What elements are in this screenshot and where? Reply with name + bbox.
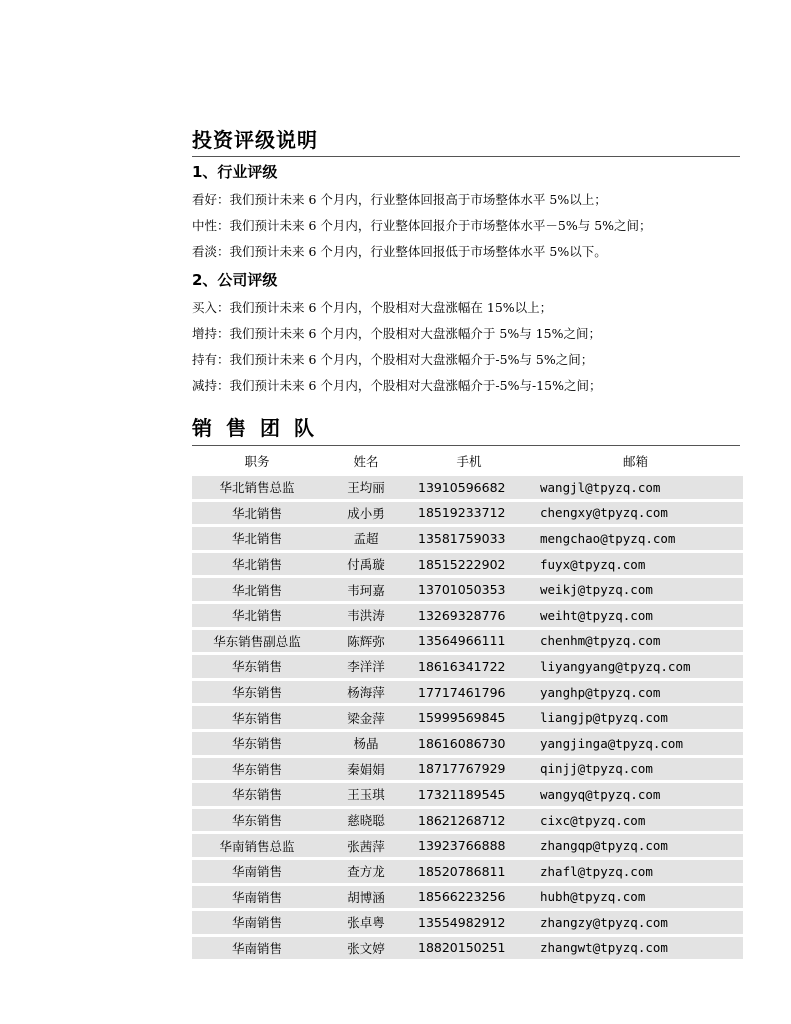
cell-name: 梁金萍 bbox=[322, 706, 410, 729]
table-row bbox=[192, 527, 743, 550]
cell-phone: 13701050353 bbox=[410, 578, 528, 601]
table-row bbox=[192, 604, 743, 627]
table-row bbox=[192, 578, 743, 601]
cell-phone: 18519233712 bbox=[410, 502, 528, 525]
cell-email: fuyx@tpyzq.com bbox=[528, 553, 743, 576]
cell-phone: 18820150251 bbox=[410, 937, 528, 960]
cell-phone: 18515222902 bbox=[410, 553, 528, 576]
cell-phone: 13554982912 bbox=[410, 911, 528, 934]
cell-phone: 18717767929 bbox=[410, 758, 528, 781]
cell-role: 华北销售总监 bbox=[192, 476, 322, 499]
cell-role: 华北销售 bbox=[192, 604, 322, 627]
cell-name: 成小勇 bbox=[322, 502, 410, 525]
cell-name: 杨晶 bbox=[322, 732, 410, 755]
cell-phone: 18566223256 bbox=[410, 886, 528, 909]
sales-team-title: 销售团队 bbox=[192, 411, 740, 446]
cell-email: hubh@tpyzq.com bbox=[528, 886, 743, 909]
table-header-row bbox=[192, 449, 743, 473]
cell-role: 华南销售总监 bbox=[192, 834, 322, 857]
cell-role: 华南销售 bbox=[192, 860, 322, 883]
industry-rating-line: 看好：我们预计未来 6 个月内，行业整体回报高于市场整体水平 5%以上； bbox=[192, 192, 607, 207]
table-row bbox=[192, 886, 743, 909]
table-row bbox=[192, 732, 743, 755]
cell-email: wangyq@tpyzq.com bbox=[528, 783, 743, 806]
cell-phone: 15999569845 bbox=[410, 706, 528, 729]
table-row bbox=[192, 937, 743, 960]
cell-name: 查方龙 bbox=[322, 860, 410, 883]
table-row bbox=[192, 476, 743, 499]
cell-phone: 13581759033 bbox=[410, 527, 528, 550]
sales-team-rows bbox=[192, 476, 743, 959]
table-row bbox=[192, 655, 743, 678]
header-name: 姓名 bbox=[353, 454, 379, 469]
cell-phone: 18520786811 bbox=[410, 860, 528, 883]
cell-role: 华东销售 bbox=[192, 706, 322, 729]
industry-rating-line: 中性：我们预计未来 6 个月内，行业整体回报介于市场整体水平－5%与 5%之间； bbox=[192, 218, 652, 233]
table-row bbox=[192, 911, 743, 934]
cell-role: 华东销售 bbox=[192, 732, 322, 755]
cell-phone: 18621268712 bbox=[410, 809, 528, 832]
table-row bbox=[192, 630, 743, 653]
cell-role: 华东销售 bbox=[192, 809, 322, 832]
table-row bbox=[192, 553, 743, 576]
sales-team-table bbox=[192, 446, 743, 962]
cell-email: zhangqp@tpyzq.com bbox=[528, 834, 743, 857]
cell-name: 韦洪涛 bbox=[322, 604, 410, 627]
cell-email: liyangyang@tpyzq.com bbox=[528, 655, 743, 678]
cell-name: 陈辉弥 bbox=[322, 630, 410, 653]
cell-email: weiht@tpyzq.com bbox=[528, 604, 743, 627]
cell-role: 华东销售 bbox=[192, 681, 322, 704]
cell-name: 李洋洋 bbox=[322, 655, 410, 678]
ratings-title: 投资评级说明 bbox=[192, 124, 740, 157]
cell-role: 华南销售 bbox=[192, 886, 322, 909]
cell-name: 张茜萍 bbox=[322, 834, 410, 857]
cell-phone: 13923766888 bbox=[410, 834, 528, 857]
cell-email: wangjl@tpyzq.com bbox=[528, 476, 743, 499]
cell-name: 杨海萍 bbox=[322, 681, 410, 704]
company-rating-line: 增持：我们预计未来 6 个月内，个股相对大盘涨幅介于 5%与 15%之间； bbox=[192, 326, 601, 341]
report-page bbox=[192, 124, 740, 962]
table-row bbox=[192, 502, 743, 525]
cell-role: 华东销售 bbox=[192, 758, 322, 781]
company-rating-heading: 2、公司评级 bbox=[192, 271, 278, 289]
cell-name: 王玉琪 bbox=[322, 783, 410, 806]
cell-email: zhangwt@tpyzq.com bbox=[528, 937, 743, 960]
company-rating-line: 买入：我们预计未来 6 个月内，个股相对大盘涨幅在 15%以上； bbox=[192, 300, 553, 315]
cell-name: 付禹璇 bbox=[322, 553, 410, 576]
cell-name: 慈晓聪 bbox=[322, 809, 410, 832]
cell-phone: 13910596682 bbox=[410, 476, 528, 499]
cell-email: zhangzy@tpyzq.com bbox=[528, 911, 743, 934]
header-role: 职务 bbox=[244, 454, 270, 469]
cell-email: chenhm@tpyzq.com bbox=[528, 630, 743, 653]
cell-role: 华东销售副总监 bbox=[192, 630, 322, 653]
cell-role: 华北销售 bbox=[192, 502, 322, 525]
cell-email: chengxy@tpyzq.com bbox=[528, 502, 743, 525]
cell-email: qinjj@tpyzq.com bbox=[528, 758, 743, 781]
cell-role: 华南销售 bbox=[192, 911, 322, 934]
cell-role: 华东销售 bbox=[192, 783, 322, 806]
cell-email: weikj@tpyzq.com bbox=[528, 578, 743, 601]
table-row bbox=[192, 783, 743, 806]
cell-role: 华北销售 bbox=[192, 553, 322, 576]
table-row bbox=[192, 681, 743, 704]
cell-role: 华北销售 bbox=[192, 527, 322, 550]
industry-rating-line: 看淡：我们预计未来 6 个月内，行业整体回报低于市场整体水平 5%以下。 bbox=[192, 244, 607, 259]
cell-phone: 18616341722 bbox=[410, 655, 528, 678]
cell-name: 张文婷 bbox=[322, 937, 410, 960]
table-row bbox=[192, 706, 743, 729]
table-row bbox=[192, 758, 743, 781]
table-row bbox=[192, 809, 743, 832]
table-row bbox=[192, 834, 743, 857]
cell-email: zhafl@tpyzq.com bbox=[528, 860, 743, 883]
cell-email: cixc@tpyzq.com bbox=[528, 809, 743, 832]
cell-phone: 18616086730 bbox=[410, 732, 528, 755]
industry-rating-heading: 1、行业评级 bbox=[192, 163, 278, 181]
cell-email: liangjp@tpyzq.com bbox=[528, 706, 743, 729]
cell-name: 张卓粤 bbox=[322, 911, 410, 934]
cell-phone: 13564966111 bbox=[410, 630, 528, 653]
cell-name: 胡博涵 bbox=[322, 886, 410, 909]
company-rating-line: 持有：我们预计未来 6 个月内，个股相对大盘涨幅介于-5%与 5%之间； bbox=[192, 352, 594, 367]
cell-name: 孟超 bbox=[322, 527, 410, 550]
table-row bbox=[192, 860, 743, 883]
cell-email: yangjinga@tpyzq.com bbox=[528, 732, 743, 755]
cell-email: yanghp@tpyzq.com bbox=[528, 681, 743, 704]
cell-name: 秦娟娟 bbox=[322, 758, 410, 781]
cell-role: 华南销售 bbox=[192, 937, 322, 960]
header-phone: 手机 bbox=[456, 454, 482, 469]
company-rating-line: 减持：我们预计未来 6 个月内，个股相对大盘涨幅介于-5%与-15%之间； bbox=[192, 378, 602, 393]
cell-name: 韦珂嘉 bbox=[322, 578, 410, 601]
cell-email: mengchao@tpyzq.com bbox=[528, 527, 743, 550]
header-email: 邮箱 bbox=[622, 454, 648, 469]
cell-role: 华北销售 bbox=[192, 578, 322, 601]
cell-phone: 17321189545 bbox=[410, 783, 528, 806]
cell-phone: 17717461796 bbox=[410, 681, 528, 704]
cell-name: 王均丽 bbox=[322, 476, 410, 499]
cell-phone: 13269328776 bbox=[410, 604, 528, 627]
cell-role: 华东销售 bbox=[192, 655, 322, 678]
